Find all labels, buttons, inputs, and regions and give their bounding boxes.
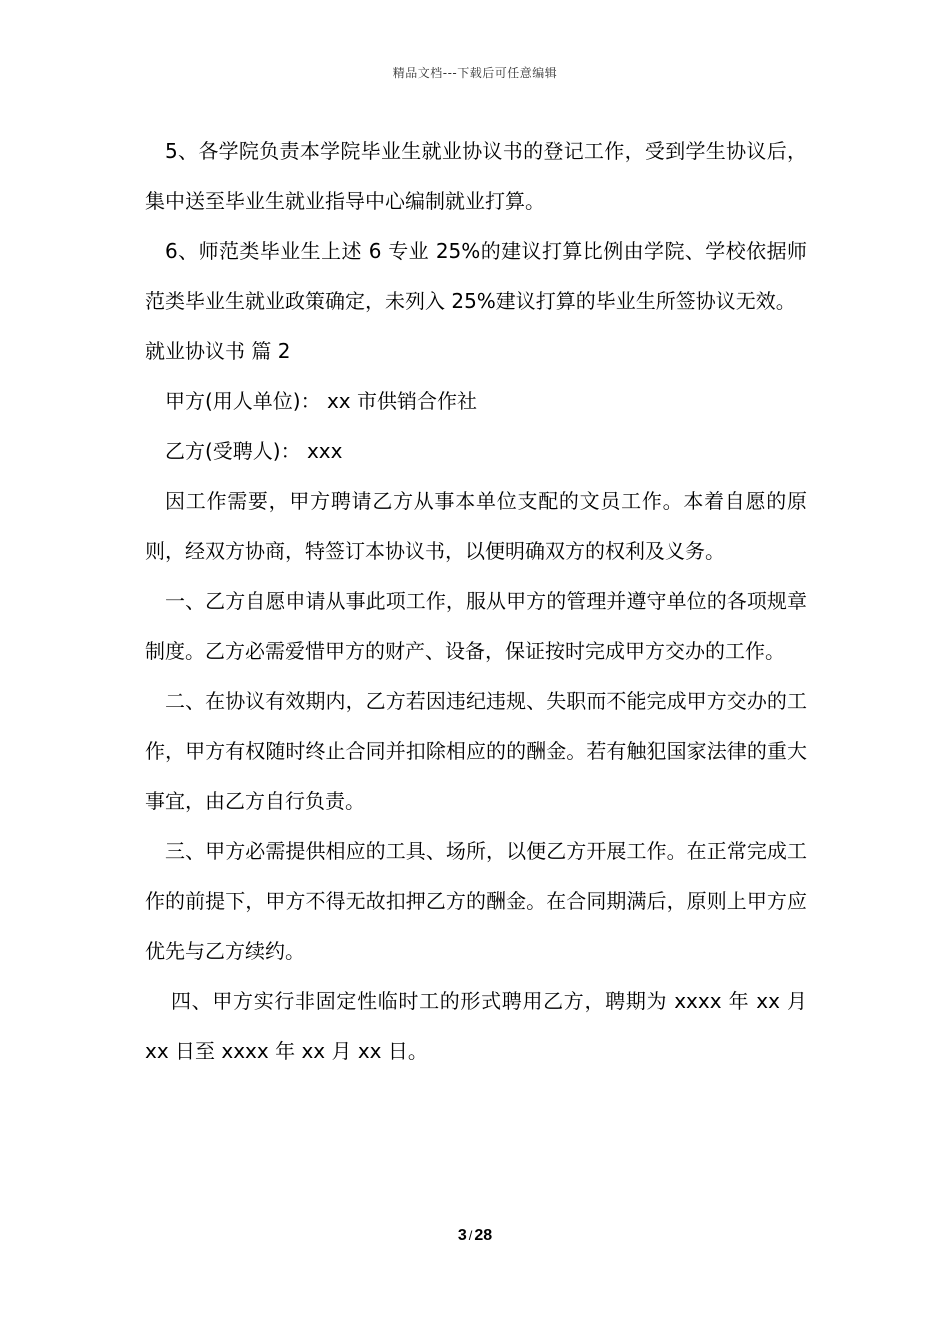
page-separator: / xyxy=(468,1228,473,1243)
clause-three: 三、甲方必需提供相应的工具、场所，以便乙方开展工作。在正常完成工作的前提下，甲方不得无故扣押乙方的酬金。在合同期满后，原则上甲方应优先与乙方续约。 xyxy=(145,839,807,963)
intro-paragraph: 因工作需要，甲方聘请乙方从事本单位支配的文员工作。本着自愿的原则，经双方协商，特签订本协议书，以便明确双方的权利及义务。 xyxy=(145,489,807,563)
party-b-line: 乙方(受聘人)： xxx xyxy=(165,439,343,463)
clause-four: 四、甲方实行非固定性临时工的形式聘用乙方，聘期为 xxxx 年 xx 月 xx 日至 xxxx 年 xx 月 xx 日。 xyxy=(145,989,807,1063)
page-number xyxy=(0,1227,950,1245)
paragraph-item-5: 5、各学院负责本学院毕业生就业协议书的登记工作，受到学生协议后，集中送至毕业生就业指导中心编制就业打算。 xyxy=(145,139,807,213)
party-a-line: 甲方(用人单位)： xx 市供销合作社 xyxy=(165,389,477,413)
page-header: 精品文档---下载后可任意编辑 xyxy=(392,66,558,80)
clause-two: 二、在协议有效期内，乙方若因违纪违规、失职而不能完成甲方交办的工作，甲方有权随时终止合同并扣除相应的的酬金。若有触犯国家法律的重大事宜，由乙方自行负责。 xyxy=(145,689,807,813)
total-pages-number: 28 xyxy=(474,1227,493,1244)
clause-one: 一、乙方自愿申请从事此项工作，服从甲方的管理并遵守单位的各项规章制度。乙方必需爱惜甲方的财产、设备，保证按时完成甲方交办的工作。 xyxy=(145,589,807,663)
current-page-number: 3 xyxy=(457,1227,467,1244)
paragraph-item-6: 6、师范类毕业生上述 6 专业 25%的建议打算比例由学院、学校依据师范类毕业生就业政策确定，未列入 25%建议打算的毕业生所签协议无效。 xyxy=(145,239,807,313)
document-body xyxy=(145,126,807,1076)
section-title: 就业协议书 篇 2 xyxy=(145,339,291,363)
